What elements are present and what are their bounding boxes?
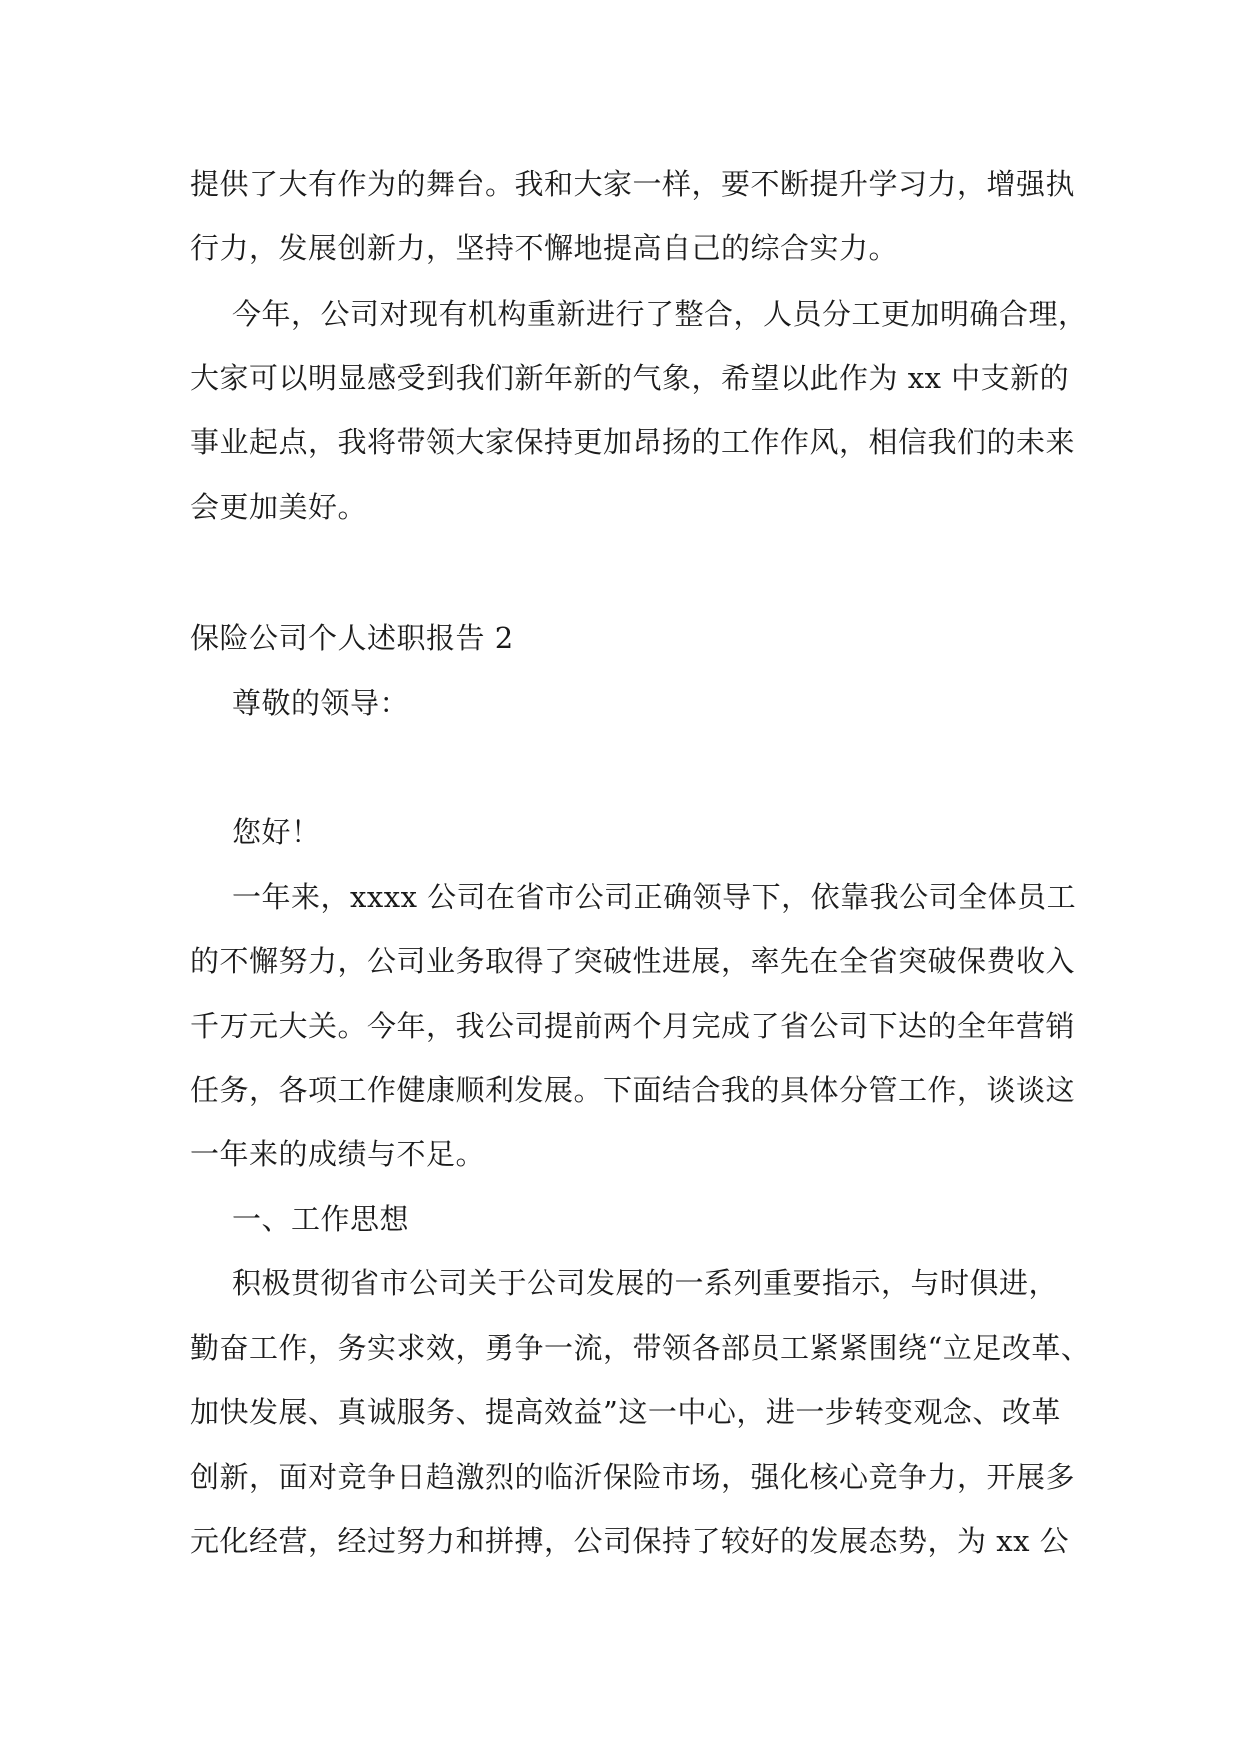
body-text-line: 的不懈努力，公司业务取得了突破性进展，率先在全省突破保费收入	[190, 944, 1076, 978]
paragraph-first-line: 今年，公司对现有机构重新进行了整合，人员分工更加明确合理，	[232, 297, 1088, 331]
body-text-line: 加快发展、真诚服务、提高效益”这一中心，进一步转变观念、改革	[190, 1395, 1061, 1429]
body-text-line: 事业起点，我将带领大家保持更加昂扬的工作作风，相信我们的未来	[190, 425, 1076, 459]
body-text-line: 任务，各项工作健康顺利发展。下面结合我的具体分管工作，谈谈这	[190, 1073, 1076, 1107]
section-title: 保险公司个人述职报告 2	[190, 621, 514, 655]
body-text-line: 提供了大有作为的舞台。我和大家一样，要不断提升学习力，增强执	[190, 167, 1076, 201]
body-text-line: 会更加美好。	[190, 490, 368, 524]
body-text-line: 创新，面对竞争日趋激烈的临沂保险市场，强化核心竞争力，开展多	[190, 1460, 1076, 1494]
paragraph-first-line: 积极贯彻省市公司关于公司发展的一系列重要指示，与时俱进，	[232, 1266, 1059, 1300]
body-text-line: 大家可以明显感受到我们新年新的气象，希望以此作为 xx 中支新的	[190, 361, 1070, 395]
body-text-line: 元化经营，经过努力和拼搏，公司保持了较好的发展态势，为 xx 公	[190, 1524, 1070, 1558]
body-text-line: 勤奋工作，务实求效，勇争一流，带领各部员工紧紧围绕“立足改革、	[190, 1331, 1091, 1365]
body-text-line: 行力，发展创新力，坚持不懈地提高自己的综合实力。	[190, 231, 899, 265]
body-text-line: 千万元大关。今年，我公司提前两个月完成了省公司下达的全年营销	[190, 1009, 1076, 1043]
subsection-heading: 一、工作思想	[232, 1202, 410, 1236]
salutation: 尊敬的领导：	[232, 686, 410, 720]
greeting: 您好！	[232, 815, 321, 849]
paragraph-first-line: 一年来，xxxx 公司在省市公司正确领导下，依靠我公司全体员工	[232, 880, 1077, 914]
body-text-line: 一年来的成绩与不足。	[190, 1137, 486, 1171]
